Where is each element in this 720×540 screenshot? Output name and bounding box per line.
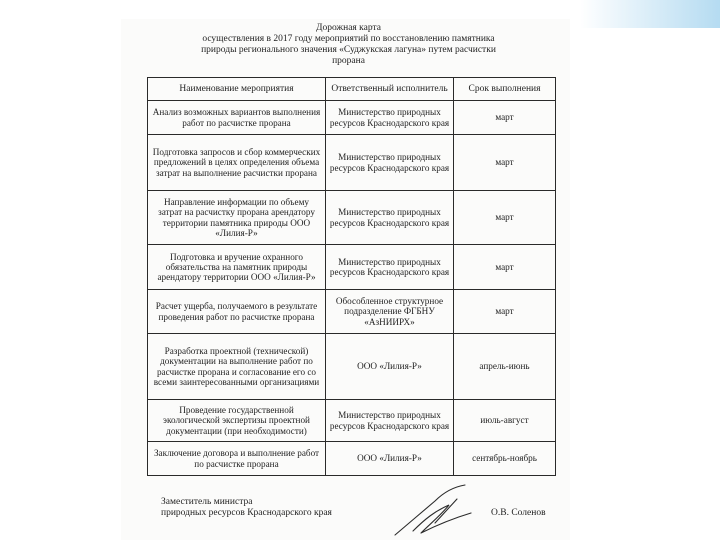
- title-line: Дорожная карта: [316, 23, 381, 33]
- table-row: [148, 101, 556, 135]
- title-line: природы регионального значения «Суджукская лагуна» путем расчистки: [201, 45, 496, 55]
- document-page: [121, 19, 570, 540]
- activity-cell: Расчет ущерба, получаемого в результате проведения работ по расчистке прорана: [148, 290, 326, 334]
- header-deadline: Срок выполнения: [454, 78, 556, 101]
- activity-cell: Разработка проектной (технической) документации на выполнение работ по расчистке прорана и согласование его со всеми заинтересованными организациями: [148, 334, 326, 400]
- deadline-cell: сентябрь-ноябрь: [454, 442, 556, 476]
- handwritten-signature-icon: [391, 483, 481, 539]
- activity-cell: Проведение государственной экологической экспертизы проектной документации (при необходимости): [148, 400, 326, 442]
- header-responsible: Ответственный исполнитель: [326, 78, 454, 101]
- table-row: [148, 135, 556, 191]
- activity-cell: Подготовка запросов и сбор коммерческих предложений в целях определения объема затрат на выполнение расчистки прорана: [148, 135, 326, 191]
- table-row: [148, 334, 556, 400]
- table-header-row: [148, 78, 556, 101]
- slide-corner-accent: [580, 0, 720, 28]
- deadline-cell: март: [454, 191, 556, 245]
- responsible-cell: ООО «Лилия-Р»: [326, 442, 454, 476]
- signer-position-line: Заместитель министра: [161, 497, 253, 507]
- responsible-cell: Министерство природных ресурсов Краснодарского края: [326, 191, 454, 245]
- deadline-cell: март: [454, 101, 556, 135]
- signer-position: [161, 497, 332, 519]
- deadline-cell: март: [454, 245, 556, 290]
- title-line: осуществления в 2017 году мероприятий по восстановлению памятника: [202, 34, 495, 44]
- signature-block: [161, 497, 561, 537]
- activity-cell: Подготовка и вручение охранного обязательства на памятник природы арендатору территории ООО «Лилия-Р»: [148, 245, 326, 290]
- deadline-cell: март: [454, 290, 556, 334]
- signer-position-line: природных ресурсов Краснодарского края: [161, 508, 332, 518]
- activity-cell: Направление информации по объему затрат на расчистку прорана арендатору территории памятника природы ООО «Лилия-Р»: [148, 191, 326, 245]
- roadmap-table: [147, 77, 556, 476]
- activity-cell: Анализ возможных вариантов выполнения работ по расчистке прорана: [148, 101, 326, 135]
- responsible-cell: ООО «Лилия-Р»: [326, 334, 454, 400]
- responsible-cell: Министерство природных ресурсов Краснодарского края: [326, 400, 454, 442]
- table-row: [148, 191, 556, 245]
- responsible-cell: Обособленное структурное подразделение ФГБНУ «АзНИИРХ»: [326, 290, 454, 334]
- activity-cell: Заключение договора и выполнение работ по расчистке прорана: [148, 442, 326, 476]
- signer-name: О.В. Соленов: [491, 508, 546, 518]
- header-activity: Наименование мероприятия: [148, 78, 326, 101]
- table-row: [148, 245, 556, 290]
- table-row: [148, 400, 556, 442]
- deadline-cell: март: [454, 135, 556, 191]
- document-title: [141, 23, 556, 67]
- table-row: [148, 442, 556, 476]
- title-line: прорана: [332, 56, 365, 66]
- responsible-cell: Министерство природных ресурсов Краснодарского края: [326, 101, 454, 135]
- responsible-cell: Министерство природных ресурсов Краснодарского края: [326, 135, 454, 191]
- table-row: [148, 290, 556, 334]
- deadline-cell: апрель-июнь: [454, 334, 556, 400]
- responsible-cell: Министерство природных ресурсов Краснодарского края: [326, 245, 454, 290]
- deadline-cell: июль-август: [454, 400, 556, 442]
